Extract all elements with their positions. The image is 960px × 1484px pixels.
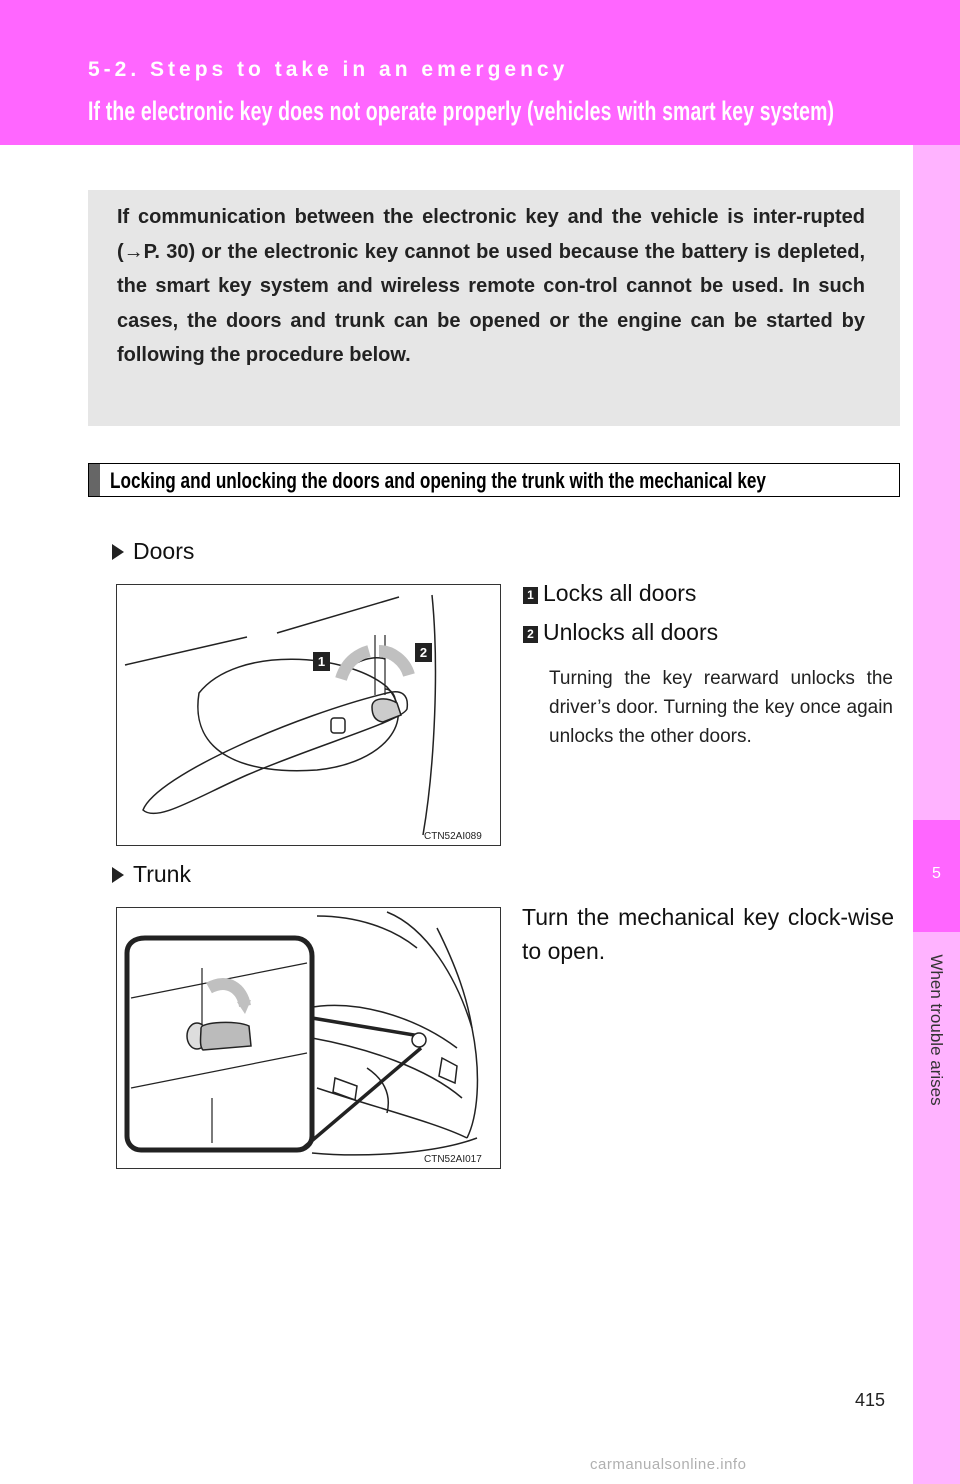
trunk-figure-code: CTN52AI017 — [424, 1154, 482, 1165]
list-item — [523, 580, 696, 607]
watermark: carmanualsonline.info — [590, 1456, 747, 1473]
callout-2-label: 2 — [419, 645, 428, 660]
intro-paragraph: If communication between the electronic key and the vehicle is inter-rupted (→P. 30) or the electronic key cannot be used because the battery is depleted, the smart key system and wireless remote con-trol cannot be used. In such cases, the doors and trunk can be opened or the engine can be started by following the procedure below. — [117, 206, 865, 366]
subheading-text: Locking and unlocking the doors and opening the trunk with the mechanical key — [110, 468, 766, 493]
subheading — [88, 463, 900, 497]
door-handle-illustration — [117, 585, 500, 845]
list-item-text: Unlocks all doors — [543, 619, 719, 645]
doors-heading-text: Doors — [133, 538, 195, 564]
triangle-bullet-icon — [112, 867, 124, 883]
subheading-bar — [89, 464, 100, 496]
list-item — [523, 619, 718, 646]
trunk-figure — [116, 907, 501, 1169]
chapter-side-tab — [913, 145, 960, 1484]
door-handle-figure — [116, 584, 501, 846]
doors-figure-code: CTN52AI089 — [424, 831, 482, 842]
trunk-lock-illustration — [117, 908, 500, 1168]
triangle-bullet-icon — [112, 544, 124, 560]
number-badge: 1 — [523, 587, 538, 604]
page-header — [0, 0, 960, 145]
chapter-number: 5 — [932, 865, 941, 882]
number-badge: 2 — [523, 626, 538, 643]
trunk-heading-text: Trunk — [133, 861, 191, 887]
chapter-label: When trouble arises — [927, 954, 946, 1106]
page-number: 415 — [855, 1390, 886, 1410]
callout-1-label: 1 — [317, 654, 326, 669]
list-item-text: Locks all doors — [543, 580, 697, 606]
doors-heading — [112, 538, 194, 565]
trunk-heading — [112, 861, 191, 888]
section-code: 5-2. Steps to take in an emergency — [88, 58, 569, 81]
page-title: If the electronic key does not operate properly (vehicles with smart key system) — [88, 96, 835, 126]
doors-note: Turning the key rearward unlocks the driver’s door. Turning the key once again unlocks the other doors. — [549, 668, 893, 747]
trunk-instruction: Turn the mechanical key clock-wise to open. — [522, 904, 894, 964]
